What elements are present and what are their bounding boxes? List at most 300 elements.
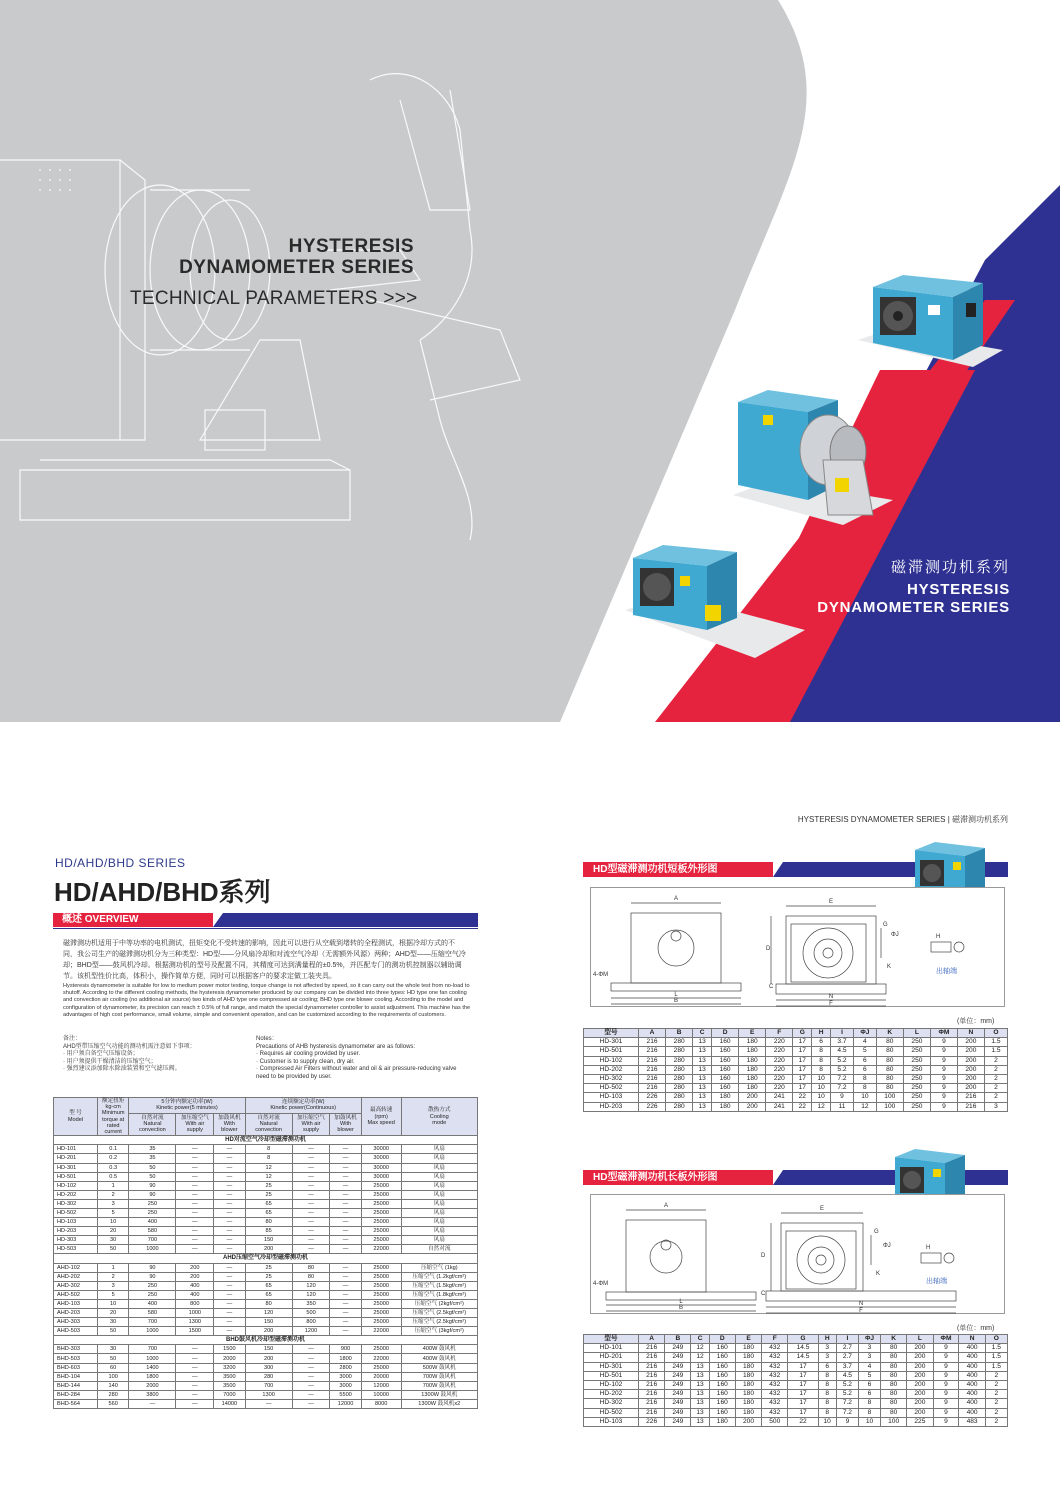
- dim-table-cell: 5.2: [831, 1056, 854, 1065]
- dim-table-cell: 6: [853, 1065, 876, 1074]
- table-cell: —: [176, 1390, 214, 1399]
- dim-table-cell: 249: [665, 1362, 691, 1371]
- table-cell: —: [330, 1154, 361, 1163]
- table-cell: 7000: [214, 1390, 245, 1399]
- table-cell: —: [214, 1227, 245, 1236]
- dim-table-cell: 17: [788, 1371, 818, 1380]
- dim-label: D: [766, 946, 771, 952]
- dim-column-header: D: [709, 1335, 735, 1344]
- dim-table-row: [584, 1380, 1008, 1389]
- th-cooling: 散热方式 Cooling mode: [401, 1098, 477, 1136]
- dim-table-cell: 80: [876, 1056, 903, 1065]
- dim-column-header: C: [691, 1335, 709, 1344]
- table-cell: —: [292, 1154, 330, 1163]
- table-cell: 150: [245, 1345, 292, 1354]
- dim-table-cell: 216: [639, 1074, 666, 1083]
- dim-column-header: B: [665, 1335, 691, 1344]
- dim-table-cell: 200: [907, 1362, 933, 1371]
- main-table-header: [54, 1098, 478, 1136]
- cover-cn-block: [817, 556, 1010, 617]
- dim-table-cell: 180: [739, 1074, 766, 1083]
- dim-table-cell: 3: [818, 1353, 836, 1362]
- table-cell: 1: [97, 1181, 128, 1190]
- dim-table-cell: 80: [876, 1047, 903, 1056]
- dim-table-cell: 3.7: [831, 1038, 854, 1047]
- overview-cn-text: 磁滞测功机适用于中等功率的电机测试，扭矩变化不受转速的影响，因此可以进行从空载到堵转的全程测试，根据冷却方式的不同，我公司生产的磁滞测功机分为三种类型：HD型——分风扇冷却和对流空气冷却（无需额外风源）两种；AHD型——压缩空气冷却；BHD型——鼓风机冷却。根据测功机的型号及配置不同，其精度可达到满量程的±0.5%，并匹配专门的测功机控制器以辅助调节。该机型性价比高，体积小，操作简单方便，同时可以根据客户的要求定做工装夹具。: [63, 940, 466, 980]
- table-cell: 700W 鼓风机: [401, 1372, 477, 1381]
- dim-table-cell: 200: [907, 1344, 933, 1353]
- dim-table-cell: 12: [691, 1344, 709, 1353]
- table-cell: 25000: [361, 1272, 401, 1281]
- table-cell: 3200: [214, 1363, 245, 1372]
- dim-table-cell: 200: [739, 1102, 766, 1111]
- dim-table-cell: HD-501: [584, 1371, 639, 1380]
- table-cell: —: [176, 1190, 214, 1199]
- dim-table-cell: 14.5: [788, 1344, 818, 1353]
- dim-table-cell: 249: [665, 1353, 691, 1362]
- dim-table-cell: 180: [735, 1408, 761, 1417]
- dim-table-cell: 180: [735, 1371, 761, 1380]
- dim-table-cell: 2: [984, 1056, 1007, 1065]
- dim-table-cell: 200: [739, 1093, 766, 1102]
- dim-table-cell: 432: [762, 1380, 788, 1389]
- dim-table-cell: 180: [735, 1362, 761, 1371]
- dim-table-cell: 180: [712, 1102, 739, 1111]
- overview-divider: [53, 928, 478, 929]
- dim-table-cell: 160: [712, 1047, 739, 1056]
- table-cell: 65: [245, 1281, 292, 1290]
- table-cell: 120: [292, 1281, 330, 1290]
- table-row: [54, 1245, 478, 1254]
- dim-table-cell: 17: [793, 1065, 812, 1074]
- dim-table-cell: 4.5: [831, 1047, 854, 1056]
- dim-table-cell: 13: [691, 1380, 709, 1389]
- dim-table-cell: 3: [984, 1102, 1007, 1111]
- dim-label: K: [887, 964, 892, 970]
- table-cell: —: [292, 1208, 330, 1217]
- table-cell: —: [214, 1163, 245, 1172]
- dim-table-cell: 2.7: [836, 1353, 858, 1362]
- dim-table-cell: 220: [766, 1084, 793, 1093]
- section-title: BHD鼓风机冷却型磁滞测功机: [54, 1336, 478, 1345]
- table-cell: 150: [245, 1236, 292, 1245]
- dim-table-cell: 160: [712, 1074, 739, 1083]
- dim-table-cell: 80: [881, 1380, 907, 1389]
- table-row: [54, 1154, 478, 1163]
- dim-table-cell: 280: [666, 1093, 693, 1102]
- dim-table-cell: 200: [957, 1065, 984, 1074]
- dim-table-cell: 3: [818, 1344, 836, 1353]
- dim-table-cell: 220: [766, 1047, 793, 1056]
- table-cell: 250: [129, 1208, 176, 1217]
- long-board-drawing: [590, 1194, 1005, 1314]
- table-cell: —: [330, 1299, 361, 1308]
- short-board-table: [583, 1028, 1008, 1112]
- dynamometer-image-top: [858, 275, 1003, 370]
- table-cell: 25000: [361, 1218, 401, 1227]
- dim-table-cell: 280: [666, 1038, 693, 1047]
- dim-table-cell: 9: [933, 1380, 959, 1389]
- dim-column-header: H: [812, 1029, 831, 1038]
- dim-label: ΦJ: [891, 932, 899, 938]
- notes-cn-line: · 用户须提供干燥清洁的压缩空气；: [63, 1058, 157, 1065]
- table-cell: —: [330, 1309, 361, 1318]
- dim-table-cell: 241: [766, 1102, 793, 1111]
- dim-table-cell: 2: [984, 1084, 1007, 1093]
- table-cell: —: [214, 1272, 245, 1281]
- table-cell: —: [292, 1199, 330, 1208]
- dim-table-cell: 220: [766, 1074, 793, 1083]
- dim-table-cell: 80: [881, 1371, 907, 1380]
- table-cell: AHD-303: [54, 1318, 98, 1327]
- table-row: [54, 1390, 478, 1399]
- dim-table-cell: 2: [984, 1074, 1007, 1083]
- table-cell: AHD-102: [54, 1263, 98, 1272]
- table-cell: 400W 鼓风机: [401, 1354, 477, 1363]
- dim-table-cell: 9: [933, 1371, 959, 1380]
- table-cell: 25000: [361, 1199, 401, 1208]
- table-cell: 5500: [330, 1390, 361, 1399]
- table-row: [54, 1263, 478, 1272]
- table-cell: 22000: [361, 1327, 401, 1336]
- table-cell: 风扇: [401, 1208, 477, 1217]
- table-section-header: [54, 1336, 478, 1345]
- table-cell: 50: [129, 1163, 176, 1172]
- table-cell: 25000: [361, 1181, 401, 1190]
- dim-table-cell: 9: [933, 1408, 959, 1417]
- dim-table-cell: 180: [712, 1093, 739, 1102]
- dim-table-cell: 17: [793, 1047, 812, 1056]
- dim-table-cell: 80: [881, 1390, 907, 1399]
- dim-table-cell: 250: [903, 1056, 930, 1065]
- table-row: [54, 1318, 478, 1327]
- page-header: HYSTERESIS DYNAMOMETER SERIES | 磁滞测功机系列: [797, 815, 1008, 824]
- dim-table-cell: 216: [957, 1093, 984, 1102]
- table-cell: 500: [292, 1309, 330, 1318]
- table-cell: 1400: [129, 1363, 176, 1372]
- table-cell: HD-503: [54, 1245, 98, 1254]
- table-cell: 风扇: [401, 1181, 477, 1190]
- dim-label: 4-ΦM: [593, 1281, 609, 1287]
- dim-table-cell: 180: [735, 1380, 761, 1389]
- dim-table-cell: 1.5: [984, 1038, 1007, 1047]
- table-cell: 25000: [361, 1309, 401, 1318]
- table-cell: BHD-303: [54, 1345, 98, 1354]
- dim-table-cell: 249: [665, 1344, 691, 1353]
- dim-table-cell: 13: [691, 1417, 709, 1426]
- dim-table-cell: 250: [903, 1047, 930, 1056]
- th-model: 型 号 Model: [54, 1098, 98, 1136]
- dim-table-cell: 5.2: [836, 1380, 858, 1389]
- table-row: [54, 1236, 478, 1245]
- dim-table-cell: 9: [930, 1038, 957, 1047]
- table-cell: 60: [97, 1363, 128, 1372]
- dim-label: B: [673, 998, 679, 1004]
- dim-column-header: H: [818, 1335, 836, 1344]
- dim-table-cell: 9: [930, 1065, 957, 1074]
- dim-table-cell: HD-201: [584, 1353, 639, 1362]
- table-cell: —: [176, 1208, 214, 1217]
- table-cell: 700: [129, 1345, 176, 1354]
- notes-en-line: · Requires air cooling provided by user.: [256, 1051, 361, 1058]
- table-cell: 25: [245, 1181, 292, 1190]
- dim-column-header: N: [957, 1029, 984, 1038]
- table-cell: —: [176, 1181, 214, 1190]
- th-blower: 加鼓风机 With blower: [214, 1113, 245, 1136]
- table-cell: 0.3: [97, 1163, 128, 1172]
- overview-en-text: Hysteresis dynamometer is suitable for low to medium power motor testing, torque change is not affected by speed, so it can carry out the whole test from no-load to shutoff. According to the different cooling methods, the hysteresis dynamometer produced by our company can be divided into three types: HD type one fan cooling and convection air cooling (no additional air source) two kinds of AHD type one compressed air cooling; BHD type one blower cooling. According to the model and configuration of dynamometer, its precision can reach ± 0.5% of full range, and match the special dynamometer controller to assist adjustment. This machine has the advantages of high cost performance, small volume, simple and convenient operation, and can be customized according to the requirements of customers.: [63, 983, 471, 1018]
- short-board-drawing: [590, 887, 1005, 1007]
- dim-table-row: [584, 1417, 1008, 1426]
- table-cell: —: [176, 1381, 214, 1390]
- table-cell: —: [330, 1181, 361, 1190]
- dim-table-cell: 80: [876, 1074, 903, 1083]
- dim-label: C: [769, 984, 774, 990]
- dim-table-cell: 180: [735, 1390, 761, 1399]
- table-cell: —: [176, 1227, 214, 1236]
- dim-table-cell: 7.2: [831, 1084, 854, 1093]
- table-cell: 900: [330, 1345, 361, 1354]
- section-title: HD对流空气冷却型磁滞测功机: [54, 1136, 478, 1145]
- dim-table-cell: 160: [709, 1399, 735, 1408]
- dim-table-cell: 1.5: [985, 1362, 1007, 1371]
- dim-table-cell: 2: [984, 1065, 1007, 1074]
- dim-table-cell: 8: [812, 1056, 831, 1065]
- table-cell: 压缩空气 (1.8kgf/cm²): [401, 1290, 477, 1299]
- table-row: [54, 1227, 478, 1236]
- table-cell: —: [129, 1399, 176, 1408]
- table-cell: 25: [245, 1272, 292, 1281]
- table-cell: 25000: [361, 1190, 401, 1199]
- table-cell: 12000: [330, 1399, 361, 1408]
- series-small-title: HD/AHD/BHD SERIES: [55, 856, 186, 870]
- table-cell: —: [330, 1172, 361, 1181]
- dim-column-header: N: [959, 1335, 985, 1344]
- dim-column-header: E: [739, 1029, 766, 1038]
- table-cell: —: [214, 1245, 245, 1254]
- dim-table-cell: 13: [693, 1047, 712, 1056]
- table-cell: —: [330, 1281, 361, 1290]
- dim-table-cell: 483: [959, 1417, 985, 1426]
- dim-table-cell: 10: [812, 1084, 831, 1093]
- notes-cn: [63, 1036, 253, 1074]
- dim-table-cell: 6: [818, 1362, 836, 1371]
- table-cell: 250: [129, 1290, 176, 1299]
- dim-table-cell: HD-203: [584, 1102, 639, 1111]
- dim-table-cell: 100: [876, 1093, 903, 1102]
- table-cell: 85: [245, 1227, 292, 1236]
- dim-table-cell: 180: [709, 1417, 735, 1426]
- table-cell: —: [292, 1390, 330, 1399]
- dim-table-cell: 6: [859, 1380, 881, 1389]
- dim-table-cell: 180: [739, 1056, 766, 1065]
- dim-label: H: [936, 934, 941, 940]
- table-cell: —: [214, 1199, 245, 1208]
- table-cell: —: [330, 1199, 361, 1208]
- dim-table-cell: 216: [639, 1056, 666, 1065]
- table-cell: 200: [176, 1272, 214, 1281]
- table-cell: —: [292, 1172, 330, 1181]
- table-cell: —: [330, 1263, 361, 1272]
- dim-table-cell: 5: [853, 1047, 876, 1056]
- dim-table-cell: 250: [903, 1093, 930, 1102]
- dim-table-cell: 160: [709, 1353, 735, 1362]
- table-cell: 10: [97, 1218, 128, 1227]
- table-cell: AHD-503: [54, 1327, 98, 1336]
- table-cell: —: [214, 1327, 245, 1336]
- dim-table-cell: 216: [639, 1065, 666, 1074]
- dim-table-cell: 200: [907, 1390, 933, 1399]
- dim-table-cell: 13: [691, 1399, 709, 1408]
- notes-cn-line: · 强烈建议添加除水除油装置和空气滤压阀。: [63, 1066, 181, 1073]
- dim-table-cell: 250: [903, 1084, 930, 1093]
- dim-table-cell: 13: [691, 1390, 709, 1399]
- dim-table-cell: 10: [853, 1093, 876, 1102]
- dim-table-cell: 200: [735, 1417, 761, 1426]
- table-cell: —: [214, 1181, 245, 1190]
- dim-table-cell: 11: [831, 1102, 854, 1111]
- table-cell: 400: [176, 1281, 214, 1290]
- table-cell: —: [330, 1290, 361, 1299]
- dim-table-cell: 216: [639, 1084, 666, 1093]
- dim-table-cell: 80: [876, 1038, 903, 1047]
- long-board-table: [583, 1334, 1008, 1427]
- dim-table-cell: 241: [766, 1093, 793, 1102]
- table-cell: —: [214, 1281, 245, 1290]
- short-board-unit: (单位：mm): [957, 1018, 995, 1025]
- dim-label: C: [761, 1291, 766, 1297]
- dim-table-cell: 4: [853, 1038, 876, 1047]
- dim-table-cell: 10: [812, 1093, 831, 1102]
- table-cell: 800: [292, 1318, 330, 1327]
- dim-table-cell: 180: [739, 1065, 766, 1074]
- section-title: AHD压缩空气冷却型磁滞测功机: [54, 1254, 478, 1263]
- dim-table-cell: 216: [957, 1102, 984, 1111]
- table-cell: 自然对流: [401, 1245, 477, 1254]
- dim-label: F: [829, 1001, 833, 1007]
- table-cell: 1000: [129, 1245, 176, 1254]
- dim-table-cell: 200: [907, 1399, 933, 1408]
- table-cell: 2000: [129, 1381, 176, 1390]
- table-cell: 100: [97, 1372, 128, 1381]
- dim-table-cell: 80: [881, 1408, 907, 1417]
- dim-table-cell: 280: [666, 1056, 693, 1065]
- table-cell: —: [292, 1163, 330, 1172]
- spec-page: [0, 722, 1060, 1502]
- table-cell: 25000: [361, 1236, 401, 1245]
- dim-table-cell: 9: [831, 1093, 854, 1102]
- notes-en-line: · Customer is to supply clean, dry air.: [256, 1058, 355, 1065]
- dim-table-cell: 12: [812, 1102, 831, 1111]
- table-cell: AHD-103: [54, 1299, 98, 1308]
- table-cell: 25000: [361, 1345, 401, 1354]
- table-cell: —: [214, 1208, 245, 1217]
- dim-label: N: [858, 1301, 864, 1307]
- dim-table-cell: 226: [639, 1093, 666, 1102]
- dim-table-cell: 216: [639, 1399, 665, 1408]
- series-big-title: HD/AHD/BHD系列: [54, 877, 271, 907]
- table-cell: BHD-284: [54, 1390, 98, 1399]
- dim-table-cell: 226: [639, 1102, 666, 1111]
- dim-table-row: [584, 1093, 1008, 1102]
- table-cell: —: [214, 1309, 245, 1318]
- dim-table-cell: 180: [739, 1047, 766, 1056]
- dim-table-cell: 80: [881, 1353, 907, 1362]
- dim-table-row: [584, 1344, 1008, 1353]
- dim-table-cell: 5.2: [831, 1065, 854, 1074]
- dynamometer-image-middle: [733, 390, 893, 530]
- th-natural-cont: 自然对流 Natural convection: [245, 1113, 292, 1136]
- dim-table-cell: 226: [639, 1417, 665, 1426]
- dim-table-cell: 500: [762, 1417, 788, 1426]
- table-cell: —: [214, 1299, 245, 1308]
- dim-table-cell: 17: [788, 1390, 818, 1399]
- table-cell: HD-302: [54, 1199, 98, 1208]
- table-cell: 400: [129, 1218, 176, 1227]
- dim-table-cell: 6: [853, 1056, 876, 1065]
- table-cell: —: [214, 1236, 245, 1245]
- table-cell: 90: [129, 1190, 176, 1199]
- table-cell: 12: [245, 1163, 292, 1172]
- dim-table-cell: 400: [959, 1344, 985, 1353]
- table-cell: —: [292, 1181, 330, 1190]
- dim-table-cell: 4.5: [836, 1371, 858, 1380]
- table-cell: 30000: [361, 1154, 401, 1163]
- cover-title-line2: DYNAMOMETER SERIES: [179, 257, 414, 278]
- dim-column-header: F: [762, 1335, 788, 1344]
- dim-table-cell: 216: [639, 1390, 665, 1399]
- table-cell: —: [330, 1145, 361, 1154]
- table-cell: 2000: [214, 1354, 245, 1363]
- table-cell: AHD-202: [54, 1272, 98, 1281]
- table-cell: BHD-503: [54, 1354, 98, 1363]
- dim-table-cell: 200: [907, 1371, 933, 1380]
- dim-table-cell: 12: [853, 1102, 876, 1111]
- dim-table-cell: 7.2: [836, 1399, 858, 1408]
- dim-table-cell: 250: [903, 1038, 930, 1047]
- dim-table-cell: 216: [639, 1047, 666, 1056]
- dim-table-cell: 17: [788, 1362, 818, 1371]
- dim-table-cell: 220: [766, 1065, 793, 1074]
- dim-table-cell: 13: [691, 1362, 709, 1371]
- dim-table-cell: 280: [666, 1084, 693, 1093]
- table-row: [54, 1345, 478, 1354]
- dim-table-cell: 432: [762, 1399, 788, 1408]
- table-cell: 35: [129, 1154, 176, 1163]
- dim-table-cell: 160: [712, 1056, 739, 1065]
- cover-en-line1: HYSTERESIS: [906, 581, 1010, 598]
- table-cell: 风扇: [401, 1154, 477, 1163]
- table-cell: 压缩空气 (1.5kgf/cm²): [401, 1281, 477, 1290]
- dim-label: A: [673, 896, 679, 902]
- dim-table-cell: 2: [985, 1408, 1007, 1417]
- table-cell: 700: [129, 1236, 176, 1245]
- dim-table-row: [584, 1362, 1008, 1371]
- table-cell: 风扇: [401, 1145, 477, 1154]
- table-cell: 1000: [129, 1354, 176, 1363]
- dim-table-row: [584, 1038, 1008, 1047]
- table-cell: 350: [292, 1299, 330, 1308]
- dim-table-cell: 1.5: [985, 1353, 1007, 1362]
- table-cell: 20: [97, 1227, 128, 1236]
- dim-table-cell: HD-202: [584, 1390, 639, 1399]
- dim-table-cell: 8: [818, 1371, 836, 1380]
- dim-table-row: [584, 1353, 1008, 1362]
- table-cell: —: [214, 1290, 245, 1299]
- dim-table-cell: 280: [666, 1047, 693, 1056]
- dim-table-cell: 8: [853, 1084, 876, 1093]
- table-cell: 1300W 鼓风机: [401, 1390, 477, 1399]
